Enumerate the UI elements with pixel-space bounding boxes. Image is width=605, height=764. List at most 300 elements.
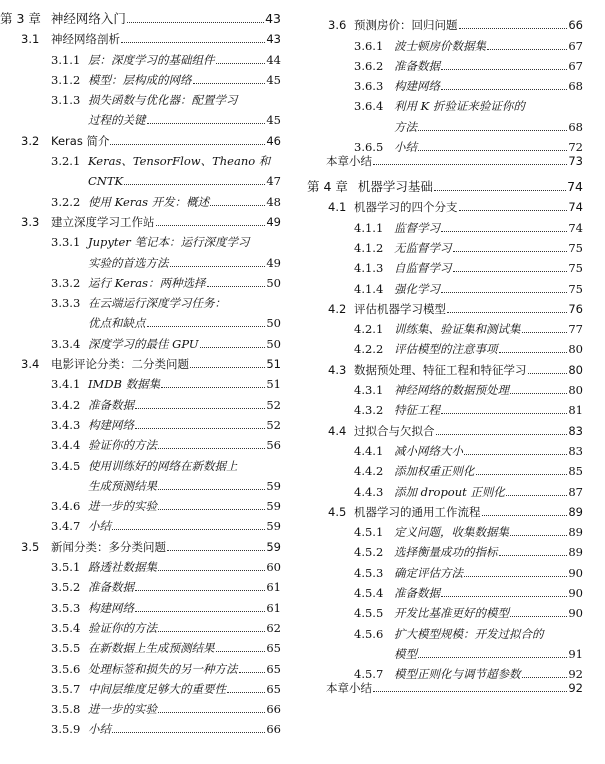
section-title: 电影评论分类：二分类问题 <box>51 357 189 372</box>
dot-leader <box>210 205 265 206</box>
dot-leader <box>170 266 266 267</box>
page-number: 67 <box>568 58 583 73</box>
section-title-continued: 过程的关键 <box>88 113 146 128</box>
dot-leader <box>156 225 266 226</box>
toc-entry-4-1[interactable] <box>307 194 583 214</box>
dot-leader <box>158 631 265 632</box>
section-title: 添加权重正则化 <box>394 464 475 479</box>
page-number: 91 <box>568 646 583 661</box>
section-number: 3.3.4 <box>51 336 81 351</box>
dot-leader <box>522 677 568 678</box>
toc-entry-4-4-3[interactable] <box>307 478 583 498</box>
section-title: 强化学习 <box>394 281 440 296</box>
dot-leader <box>510 393 567 394</box>
section-number: 3.3.1 <box>51 235 81 250</box>
dot-leader <box>158 489 265 490</box>
dot-leader <box>434 190 566 191</box>
section-title: 本章小结 <box>326 681 372 696</box>
section-title: 开发比基准更好的模型 <box>394 606 509 621</box>
page-number: 52 <box>266 397 281 412</box>
section-title: 进一步的实验 <box>88 702 157 717</box>
section-title: 准备数据 <box>88 580 134 595</box>
section-title: 波士顿房价数据集 <box>394 38 486 53</box>
toc-entry-3-4-2[interactable] <box>0 391 281 411</box>
section-title: 新闻分类：多分类问题 <box>51 539 166 554</box>
dot-leader <box>135 590 265 591</box>
dot-leader <box>158 509 265 510</box>
section-number: 4.5.6 <box>354 626 384 641</box>
section-title: 扩大模型规模：开发过拟合的 <box>394 626 544 641</box>
toc-entry-3-1-1[interactable] <box>0 46 281 66</box>
section-title: 验证你的方法 <box>88 620 157 635</box>
section-number: 3.2 <box>21 133 40 148</box>
dot-leader <box>510 535 567 536</box>
dot-leader <box>207 286 266 287</box>
dot-leader <box>216 63 266 64</box>
section-number: 4.5.7 <box>354 667 384 682</box>
section-number: 4.2.2 <box>354 342 384 357</box>
dot-leader <box>239 672 266 673</box>
page-number: 45 <box>266 113 281 128</box>
section-number: 3.5 <box>21 539 40 554</box>
section-title: 减小网络大小 <box>394 443 463 458</box>
page-number: 74 <box>568 220 583 235</box>
section-number: 3.4 <box>21 357 40 372</box>
toc-entry-3-6-4[interactable] <box>307 93 583 113</box>
section-title: 特征工程 <box>394 403 440 418</box>
toc-entry-3-3-3[interactable] <box>0 290 281 310</box>
page-number: 75 <box>568 240 583 255</box>
dot-leader <box>216 651 266 652</box>
section-title: 无监督学习 <box>394 240 452 255</box>
dot-leader <box>135 428 265 429</box>
section-number: 4.2.1 <box>354 322 384 337</box>
section-number: 3.5.2 <box>51 580 81 595</box>
page-number: 90 <box>568 606 583 621</box>
section-number: 3.6.4 <box>354 99 384 114</box>
section-number: 4.3 <box>328 362 347 377</box>
page-number: 47 <box>266 174 281 189</box>
dot-leader <box>499 555 568 556</box>
toc-entry-3-4-1[interactable] <box>0 371 281 391</box>
toc-entry-3-1[interactable] <box>0 26 281 46</box>
dot-leader <box>112 529 265 530</box>
page-number: 66 <box>266 702 281 717</box>
toc-entry-4-5-1[interactable] <box>307 519 583 539</box>
toc-entry-4-1-4[interactable] <box>307 275 583 295</box>
dot-leader <box>476 474 568 475</box>
dot-leader <box>227 692 265 693</box>
section-title-continued: 模型 <box>394 646 417 661</box>
section-title: 准备数据 <box>394 586 440 601</box>
page-number: 89 <box>568 504 583 519</box>
section-title: 进一步的实验 <box>88 499 157 514</box>
section-number: 4.1.2 <box>354 240 384 255</box>
section-number: 4.5.2 <box>354 545 384 560</box>
section-title: 验证你的方法 <box>88 438 157 453</box>
dot-leader <box>161 387 265 388</box>
page-number: 65 <box>266 681 281 696</box>
toc-entry-continuation[interactable] <box>307 113 583 133</box>
section-title: Keras 简介 <box>51 133 110 148</box>
section-number: 3.4.5 <box>51 458 81 473</box>
toc-entry-3-2-2[interactable] <box>0 188 281 208</box>
page-number: 60 <box>266 560 281 575</box>
page-number: 65 <box>266 661 281 676</box>
toc-entry-4-4[interactable] <box>307 417 583 437</box>
dot-leader <box>482 515 568 516</box>
section-title: 路透社数据集 <box>88 560 157 575</box>
section-number: 3.3.3 <box>51 296 81 311</box>
dot-leader <box>528 373 568 374</box>
section-number: 4.5.3 <box>354 565 384 580</box>
section-number: 4.1 <box>328 200 347 215</box>
dot-leader <box>441 231 567 232</box>
toc-entry-3-2[interactable] <box>0 127 281 147</box>
section-number: 3.4.3 <box>51 417 81 432</box>
section-title: 处理标签和损失的另一种方法 <box>88 661 238 676</box>
section-title: Jupyter 笔记本：运行深度学习 <box>88 235 250 250</box>
toc-entry-3-3-2[interactable] <box>0 270 281 290</box>
section-number: 3.2.1 <box>51 154 81 169</box>
toc-entry-3-4-4[interactable] <box>0 432 281 452</box>
section-title: 损失函数与优化器：配置学习 <box>88 93 238 108</box>
section-number: 3.4.7 <box>51 519 81 534</box>
section-number: 3.5.3 <box>51 600 81 615</box>
section-title: IMDB 数据集 <box>88 377 161 392</box>
section-number: 第 3 章 <box>0 11 41 26</box>
dot-leader <box>418 150 567 151</box>
section-title-continued: 优点和缺点 <box>88 316 146 331</box>
section-number: 4.5.4 <box>354 586 384 601</box>
page-number: 89 <box>568 545 583 560</box>
toc-entry-3-1-2[interactable] <box>0 67 281 87</box>
dot-leader <box>464 576 567 577</box>
toc-column-right <box>307 12 583 695</box>
toc-entry-continuation[interactable] <box>0 249 281 269</box>
section-title-continued: CNTK <box>88 174 124 189</box>
dot-leader <box>499 352 568 353</box>
section-title: 自监督学习 <box>394 261 452 276</box>
section-title: 神经网络的数据预处理 <box>394 383 509 398</box>
section-title: Keras、TensorFlow、Theano 和 <box>88 154 271 169</box>
toc-entry-chapter-4[interactable] <box>307 180 583 194</box>
toc-entry-4-4-2[interactable] <box>307 458 583 478</box>
dot-leader <box>190 367 265 368</box>
dot-leader <box>441 69 567 70</box>
section-number: 4.4.2 <box>354 464 384 479</box>
dot-leader <box>135 611 265 612</box>
section-title: 使用 Keras 开发：概述 <box>88 194 210 209</box>
section-title-continued: 生成预测结果 <box>88 478 157 493</box>
section-title: 在云端运行深度学习任务： <box>88 296 226 311</box>
section-number: 3.5.8 <box>51 702 81 717</box>
toc-entry-4-5[interactable] <box>307 499 583 519</box>
section-title: 构建网络 <box>88 417 134 432</box>
toc-entry-3-3-1[interactable] <box>0 229 281 249</box>
page-number: 89 <box>568 525 583 540</box>
toc-entry-4-5-2[interactable] <box>307 539 583 559</box>
dot-leader <box>373 691 567 692</box>
dot-leader <box>127 22 264 23</box>
page-number: 59 <box>266 478 281 493</box>
section-title: 准备数据 <box>394 58 440 73</box>
toc-entry-3-6-2[interactable] <box>307 53 583 73</box>
toc-entry-3-4-3[interactable] <box>0 412 281 432</box>
page-number: 90 <box>568 565 583 580</box>
dot-leader <box>147 123 266 124</box>
page-number: 61 <box>266 580 281 595</box>
toc-entry-continuation[interactable] <box>0 473 281 493</box>
toc-entry-4-2-1[interactable] <box>307 316 583 336</box>
section-title: 过拟合与欠拟合 <box>354 423 435 438</box>
section-number: 3.1 <box>21 32 40 47</box>
section-title: 确定评估方法 <box>394 565 463 580</box>
toc-entry-3-5-9[interactable] <box>0 716 281 736</box>
toc-entry-3-3[interactable] <box>0 209 281 229</box>
section-number: 3.1.1 <box>51 52 81 67</box>
toc-entry-3-5-3[interactable] <box>0 594 281 614</box>
section-title: 训练集、验证集和测试集 <box>394 322 521 337</box>
page-number: 45 <box>266 72 281 87</box>
toc-entry-summary[interactable] <box>307 154 583 168</box>
toc-entry-3-4-7[interactable] <box>0 513 281 533</box>
page-number: 73 <box>568 154 583 169</box>
section-title: 机器学习的通用工作流程 <box>354 504 481 519</box>
toc-entry-4-1-2[interactable] <box>307 235 583 255</box>
page-number: 49 <box>266 214 281 229</box>
section-title: 构建网络 <box>394 79 440 94</box>
dot-leader <box>158 712 265 713</box>
page-number: 51 <box>266 377 281 392</box>
page-number: 65 <box>266 641 281 656</box>
toc-entry-3-5-6[interactable] <box>0 655 281 675</box>
section-number: 3.5.5 <box>51 641 81 656</box>
dot-leader <box>158 448 265 449</box>
section-number: 4.1.4 <box>354 281 384 296</box>
toc-entry-3-6-5[interactable] <box>307 134 583 154</box>
section-number: 3.2.2 <box>51 194 81 209</box>
page-number: 56 <box>266 438 281 453</box>
section-number: 3.6.2 <box>354 58 384 73</box>
toc-entry-3-5-1[interactable] <box>0 554 281 574</box>
page-number: 66 <box>266 722 281 737</box>
toc-entry-3-6-3[interactable] <box>307 73 583 93</box>
toc-entry-3-5-4[interactable] <box>0 615 281 635</box>
toc-entry-4-3-1[interactable] <box>307 377 583 397</box>
dot-leader <box>193 83 266 84</box>
dot-leader <box>200 347 266 348</box>
toc-entry-4-3-2[interactable] <box>307 397 583 417</box>
toc-entry-4-1-3[interactable] <box>307 255 583 275</box>
page-number: 61 <box>266 600 281 615</box>
section-number: 4.1.3 <box>354 261 384 276</box>
section-number: 4.4.1 <box>354 443 384 458</box>
toc-entry-4-5-3[interactable] <box>307 559 583 579</box>
dot-leader <box>441 596 567 597</box>
page-number: 80 <box>568 383 583 398</box>
section-title: 小结 <box>88 519 111 534</box>
section-number: 3.4.4 <box>51 438 81 453</box>
toc-entry-continuation[interactable] <box>307 641 583 661</box>
section-number: 4.4 <box>328 423 347 438</box>
section-number: 3.6.1 <box>354 38 384 53</box>
toc-entry-3-4-6[interactable] <box>0 493 281 513</box>
page-number: 62 <box>266 620 281 635</box>
page-number: 68 <box>568 119 583 134</box>
toc-entry-4-1-1[interactable] <box>307 214 583 234</box>
section-number: 3.4.2 <box>51 397 81 412</box>
page-number: 92 <box>568 667 583 682</box>
section-number: 3.4.6 <box>51 499 81 514</box>
page-number: 66 <box>568 18 583 33</box>
page-number: 83 <box>568 443 583 458</box>
section-number: 3.5.6 <box>51 661 81 676</box>
page-number: 76 <box>568 301 583 316</box>
dot-leader <box>441 292 567 293</box>
dot-leader <box>522 332 568 333</box>
section-number: 4.5.1 <box>354 525 384 540</box>
section-number: 3.5.4 <box>51 620 81 635</box>
page-number: 59 <box>266 539 281 554</box>
toc-entry-4-4-1[interactable] <box>307 438 583 458</box>
section-title: 本章小结 <box>326 154 372 169</box>
page-number: 49 <box>266 255 281 270</box>
dot-leader <box>506 495 567 496</box>
section-number: 3.3.2 <box>51 275 81 290</box>
section-title: 机器学习的四个分支 <box>354 200 458 215</box>
section-number: 3.6.3 <box>354 79 384 94</box>
toc-entry-3-3-4[interactable] <box>0 330 281 350</box>
toc-entry-continuation[interactable] <box>0 107 281 127</box>
page-number: 48 <box>266 194 281 209</box>
section-number: 3.5.7 <box>51 681 81 696</box>
section-number: 3.5.1 <box>51 560 81 575</box>
section-title: 监督学习 <box>394 220 440 235</box>
toc-entry-3-5[interactable] <box>0 533 281 553</box>
page-number: 68 <box>568 79 583 94</box>
section-title: 小结 <box>394 140 417 155</box>
section-number: 3.4.1 <box>51 377 81 392</box>
toc-entry-3-6-1[interactable] <box>307 32 583 52</box>
section-number: 4.1.1 <box>354 220 384 235</box>
section-title: 小结 <box>88 722 111 737</box>
page-number: 92 <box>568 681 583 696</box>
page-number: 77 <box>568 322 583 337</box>
dot-leader <box>147 326 266 327</box>
section-title: 神经网络入门 <box>50 11 126 26</box>
section-title: 预测房价：回归问题 <box>354 18 458 33</box>
section-title: 模型正则化与调节超参数 <box>394 667 521 682</box>
page-number: 67 <box>568 38 583 53</box>
page-number: 44 <box>266 52 281 67</box>
toc-entry-continuation[interactable] <box>0 168 281 188</box>
dot-leader <box>373 164 567 165</box>
dot-leader <box>112 732 265 733</box>
toc-entry-4-5-5[interactable] <box>307 600 583 620</box>
dot-leader <box>487 49 567 50</box>
section-number: 3.5.9 <box>51 722 81 737</box>
section-number: 第 4 章 <box>307 179 348 195</box>
dot-leader <box>158 570 265 571</box>
toc-entry-3-5-8[interactable] <box>0 696 281 716</box>
toc-entry-4-5-6[interactable] <box>307 620 583 640</box>
page-number: 80 <box>568 362 583 377</box>
dot-leader <box>135 408 265 409</box>
toc-entry-3-1-3[interactable] <box>0 87 281 107</box>
section-number: 4.5 <box>328 504 347 519</box>
section-title: 中间层维度足够大的重要性 <box>88 681 226 696</box>
section-number: 4.5.5 <box>354 606 384 621</box>
dot-leader <box>464 454 567 455</box>
page-number: 51 <box>266 357 281 372</box>
toc-entry-4-2[interactable] <box>307 296 583 316</box>
dot-leader <box>124 184 265 185</box>
dot-leader <box>110 144 265 145</box>
toc-entry-3-5-7[interactable] <box>0 676 281 696</box>
section-number: 3.1.2 <box>51 72 81 87</box>
page-number: 43 <box>265 11 281 26</box>
toc-entry-4-5-7[interactable] <box>307 661 583 681</box>
toc-entry-4-2-2[interactable] <box>307 336 583 356</box>
section-title: 模型：层构成的网络 <box>88 72 192 87</box>
toc-entry-4-3[interactable] <box>307 356 583 376</box>
section-number: 4.3.1 <box>354 383 384 398</box>
toc-entry-3-6[interactable] <box>307 12 583 32</box>
page-number: 85 <box>568 464 583 479</box>
dot-leader <box>453 271 568 272</box>
dot-leader <box>441 413 567 414</box>
page-number: 59 <box>266 499 281 514</box>
page-number: 81 <box>568 403 583 418</box>
dot-leader <box>167 550 265 551</box>
section-title: 评估模型的注意事项 <box>394 342 498 357</box>
section-number: 3.6.5 <box>354 140 384 155</box>
toc-entry-4-5-4[interactable] <box>307 580 583 600</box>
section-title: 建立深度学习工作站 <box>51 214 155 229</box>
toc-entry-continuation[interactable] <box>0 310 281 330</box>
dot-leader <box>418 657 567 658</box>
section-title: 准备数据 <box>88 397 134 412</box>
dot-leader <box>121 42 265 43</box>
toc-entry-3-5-5[interactable] <box>0 635 281 655</box>
dot-leader <box>459 210 568 211</box>
section-title: 运行 Keras：两种选择 <box>88 275 206 290</box>
page-number: 80 <box>568 342 583 357</box>
section-number: 3.6 <box>328 18 347 33</box>
page-number: 75 <box>568 261 583 276</box>
page-number: 72 <box>568 140 583 155</box>
section-title: 数据预处理、特征工程和特征学习 <box>354 362 527 377</box>
toc-entry-3-4[interactable] <box>0 351 281 371</box>
toc-entry-3-2-1[interactable] <box>0 148 281 168</box>
section-number: 3.3 <box>21 214 40 229</box>
page-number: 50 <box>266 336 281 351</box>
section-title: 定义问题，收集数据集 <box>394 525 509 540</box>
section-title: 利用 K 折验证来验证你的 <box>394 99 525 114</box>
section-title: 使用训练好的网络在新数据上 <box>88 458 238 473</box>
section-title-continued: 实验的首选方法 <box>88 255 169 270</box>
section-number: 4.3.2 <box>354 403 384 418</box>
toc-entry-chapter-3[interactable] <box>0 12 281 26</box>
toc-entry-3-5-2[interactable] <box>0 574 281 594</box>
section-title: 添加 dropout 正则化 <box>394 484 505 499</box>
page-number: 46 <box>266 133 281 148</box>
toc-entry-3-4-5[interactable] <box>0 452 281 472</box>
toc-entry-summary[interactable] <box>307 681 583 695</box>
page-number: 74 <box>567 179 583 195</box>
section-number: 4.2 <box>328 301 347 316</box>
